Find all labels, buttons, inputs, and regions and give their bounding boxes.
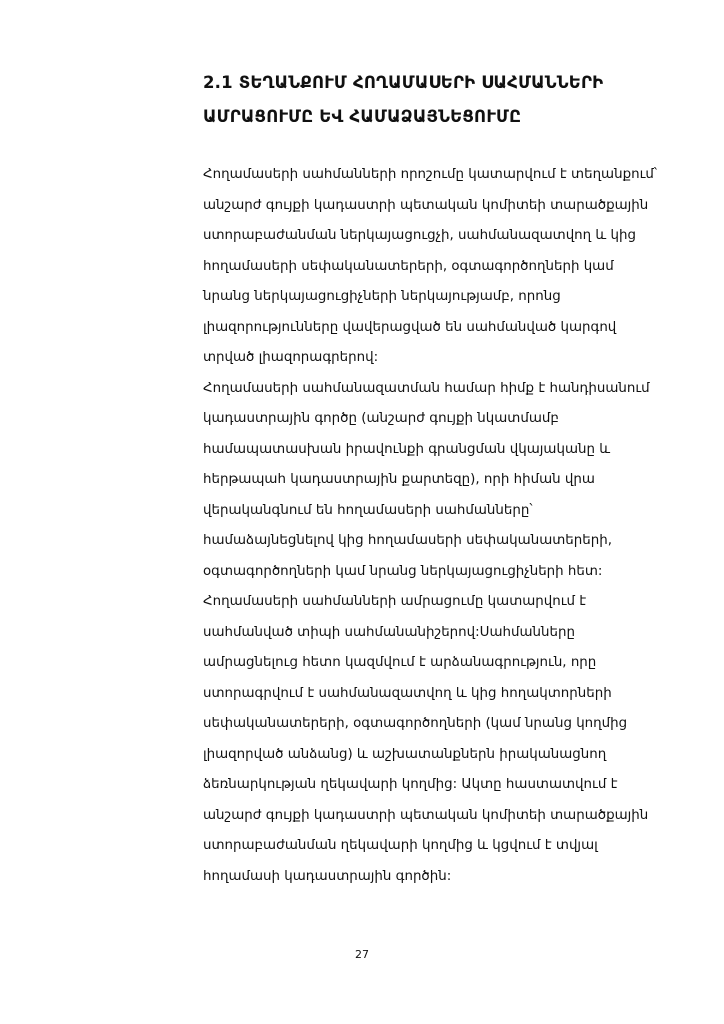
text-line: հողամասերի սեփականատերերի, օգտագործողների կամ (203, 258, 614, 274)
text-line: սեփականատերերի, օգտագործողների (կամ նրանց կողմից (203, 716, 628, 731)
text-line: ձեռնարկության ղեկավարի կողմից: Ակտը հաստատվում է (203, 777, 618, 792)
body-text (203, 160, 673, 892)
text-line: Հողամասերի սահմանազատման համար հիմք է հանդիսանում (203, 380, 650, 396)
text-line: հողամասի կադաստրային գործին: (203, 868, 452, 884)
text-line: նրանց ներկայացուցիչների ներկայությամբ, որոնց (203, 289, 561, 304)
text-line: Հողամասերի սահմանների որոշումը կատարվում է տեղանքում՝ (203, 167, 658, 182)
text-line: անշարժ գույքի կադաստրի պետական կոմիտեի տարածքային (203, 807, 649, 823)
heading-line-2: ԱՄՐԱՑՈՒՄԸ ԵՎ ՀԱՄԱՁԱՅՆԵՑՈՒՄԸ (203, 107, 522, 126)
text-line: տրված լիազորագրերով: (203, 350, 379, 365)
text-line: համաձայնեցնելով կից հողամասերի սեփականատերերի, (203, 533, 612, 548)
text-line: Հողամասերի սահմանների ամրացումը կատարվում է (203, 594, 587, 609)
text-line: լիազորված անձանց) և աշխատանքներն իրականացնող (203, 746, 607, 762)
heading-line-1: 2.1 ՏԵՂԱՆՔՈՒՄ ՀՈՂԱՄԱՍԵՐԻ ՍԱՀՄԱՆՆԵՐԻ (203, 73, 604, 92)
text-line: կադաստրային գործը (անշարժ գույքի նկատմամբ (203, 411, 559, 426)
page-number: 27 (355, 948, 369, 961)
text-line: սահմանված տիպի սահմանանիշերով:Սահմանները (203, 624, 575, 640)
text-line: օգտագործողների կամ նրանց ներկայացուցիչների հետ: (203, 563, 603, 579)
text-line: հերթապահ կադաստրային քարտեզը), որի հիման վրա (203, 472, 595, 487)
text-line: անշարժ գույքի կադաստրի պետական կոմիտեի տարածքային (203, 197, 649, 213)
text-line: ստորաբաժանման ղեկավարի կողմից և կցվում է տվյալ (203, 838, 598, 853)
text-line: վերականգնում են հողամասերի սահմանները՝ (203, 502, 533, 518)
text-line: համապատասխան իրավունքի գրանցման վկայականը և (203, 441, 611, 457)
section-heading (203, 66, 663, 134)
text-line: ստորագրվում է սահմանազատվող և կից հողակտորների (203, 685, 612, 701)
text-line: լիազորությունները վավերացված են սահմանված կարգով (203, 319, 617, 335)
text-line: ամրացնելուց հետո կազմվում է արձանագրություն, որը (203, 655, 597, 670)
text-line: ստորաբաժանման ներկայացուցչի, սահմանազատվող և կից (203, 228, 636, 243)
